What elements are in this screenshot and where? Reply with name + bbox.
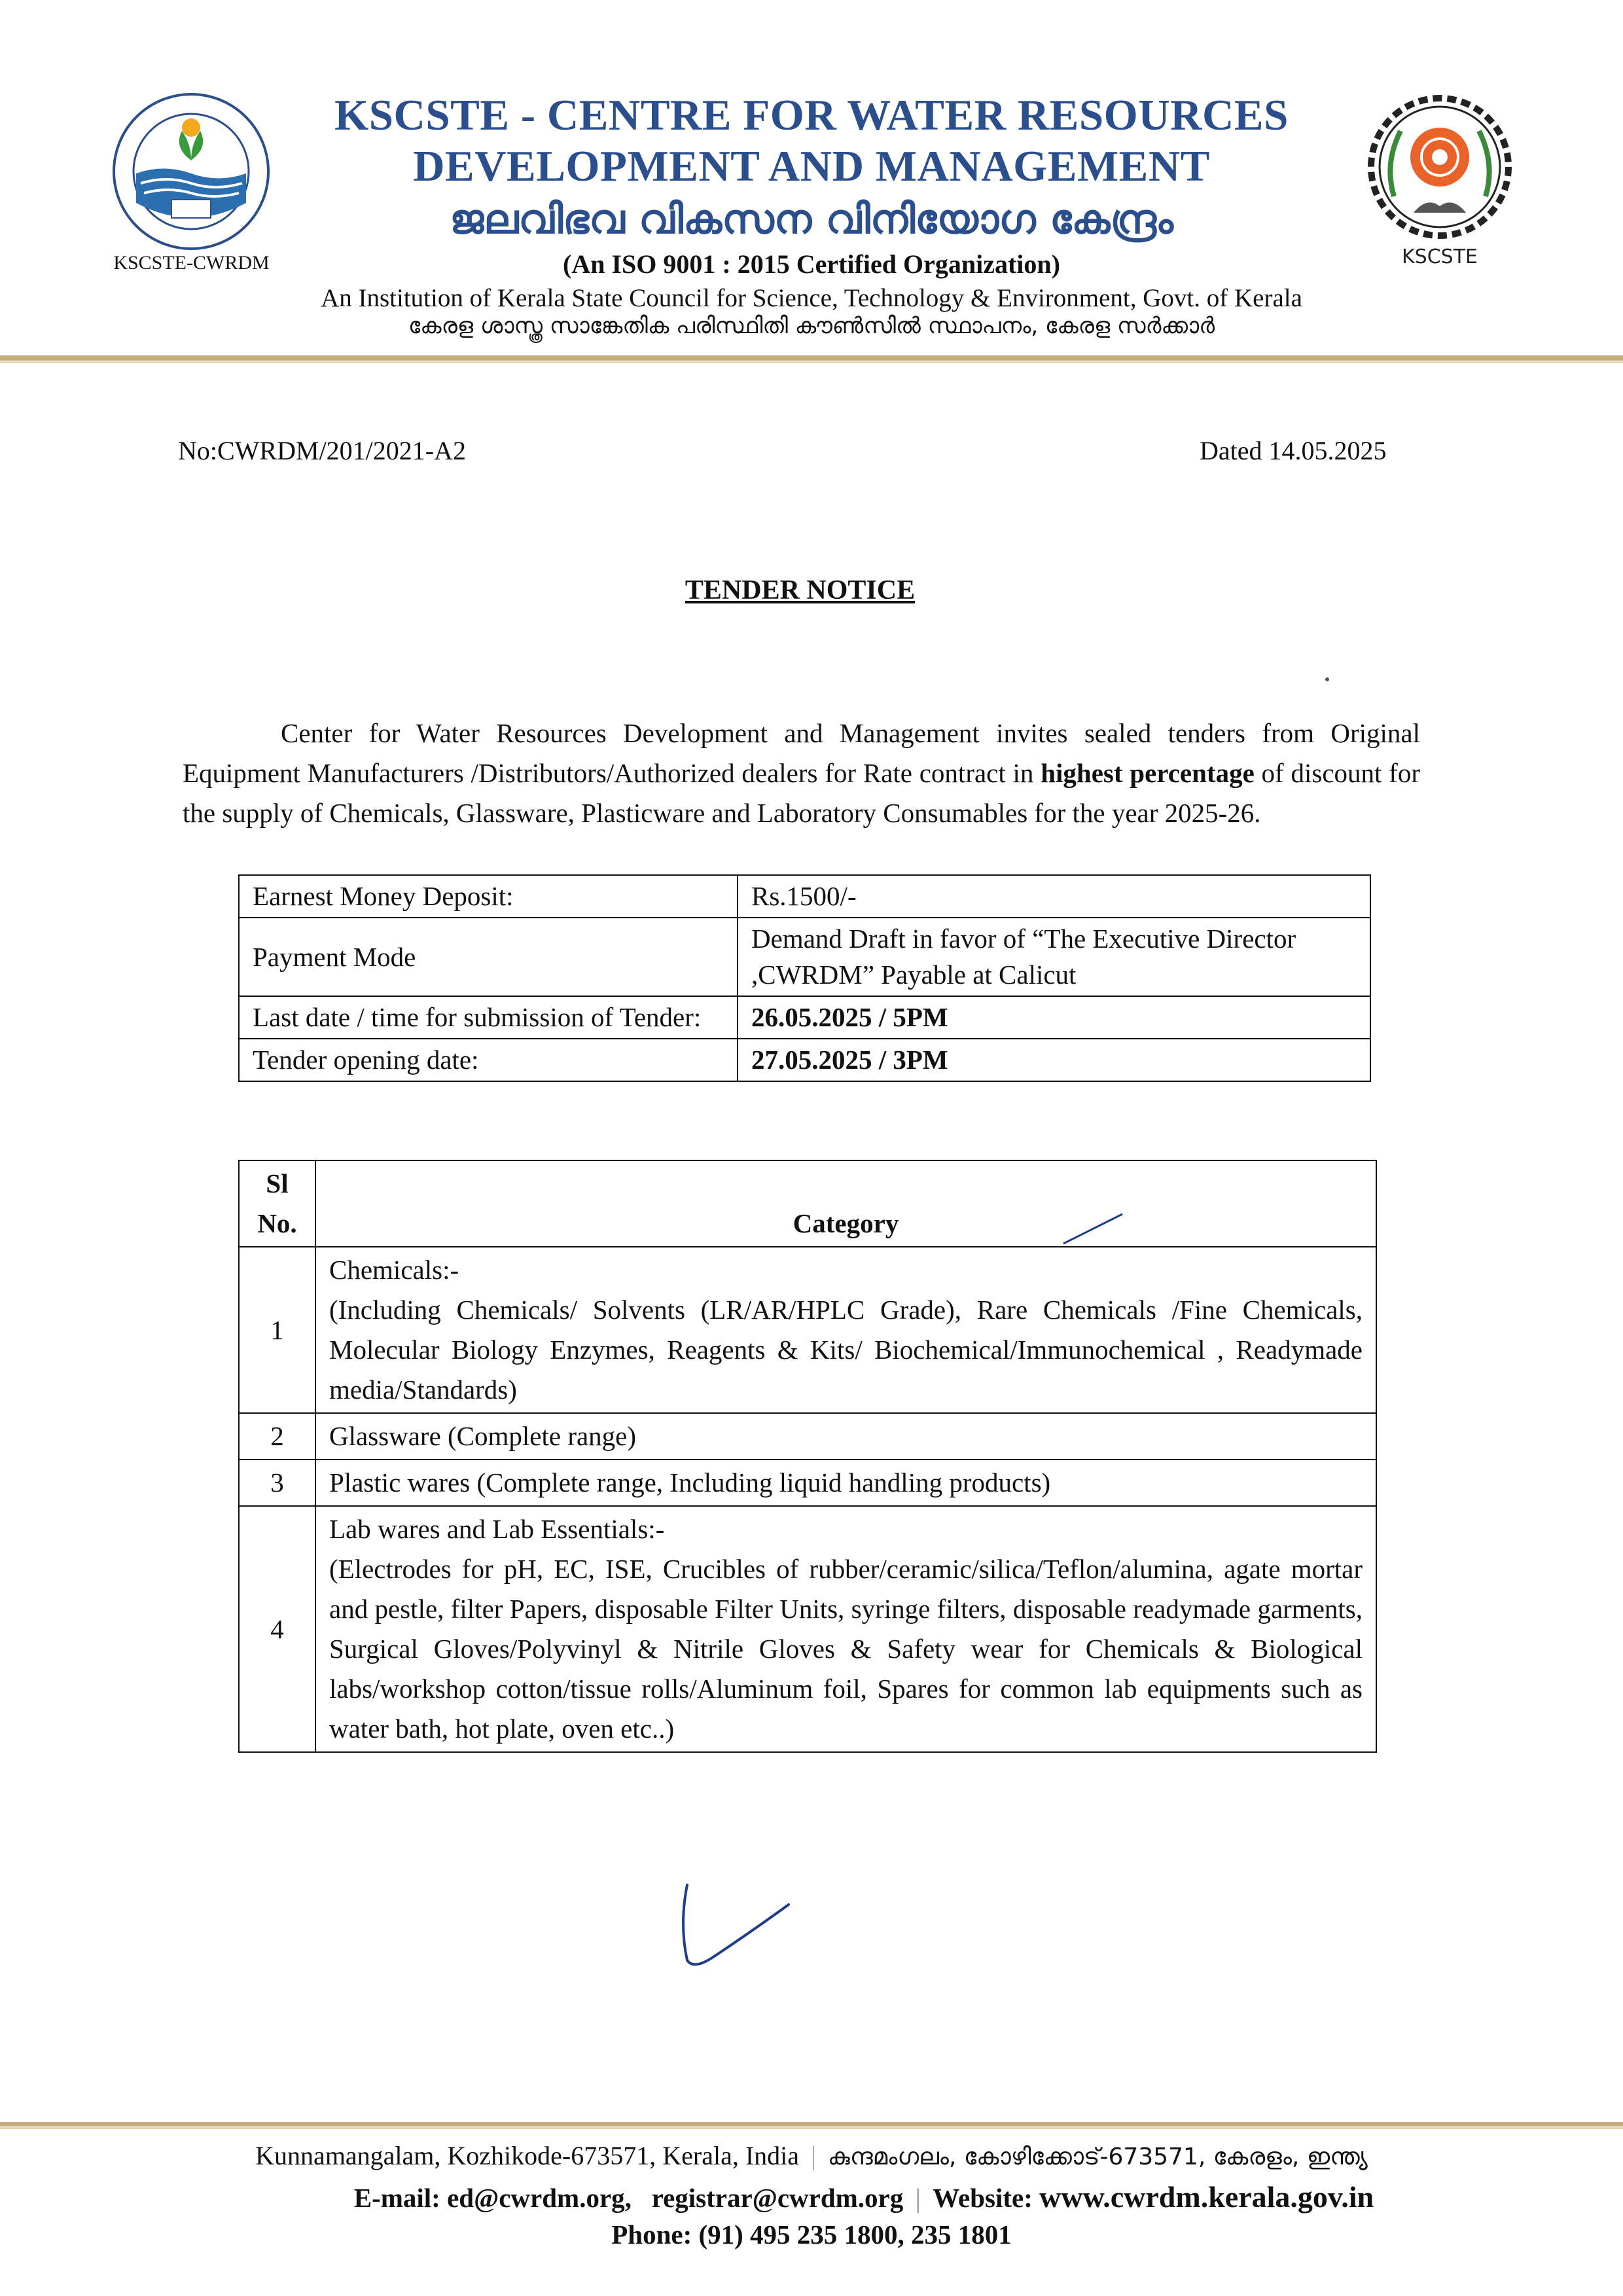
tender-details-table: [238, 874, 1371, 1082]
footer-address: Kunnamangalam, Kozhikode-673571, Kerala, India: [255, 2141, 800, 2170]
row-category: [315, 1247, 1376, 1413]
table-row: [239, 1506, 1376, 1752]
detail-value: Rs.1500/-: [738, 875, 1370, 918]
header-rule-light: [0, 361, 1623, 363]
left-logo-caption: KSCSTE-CWRDM: [113, 252, 270, 274]
org-title-malayalam: ജലവിഭവ വികസന വിനിയോഗ കേന്ദ്രം: [450, 195, 1173, 243]
detail-label: Earnest Money Deposit:: [239, 875, 738, 918]
table-row: [239, 996, 1370, 1039]
notice-title: TENDER NOTICE: [685, 575, 916, 605]
table-row: [239, 1460, 1376, 1506]
detail-value: 26.05.2025 / 5PM: [738, 996, 1370, 1039]
header-rule: [0, 355, 1623, 361]
footer-rule-light: [0, 2127, 1623, 2129]
table-row: [239, 875, 1370, 918]
table-header-row: [239, 1160, 1376, 1247]
separator: |: [915, 2183, 921, 2213]
row-sl: 2: [239, 1413, 315, 1460]
category-title: Lab wares and Lab Essentials:-: [329, 1514, 665, 1544]
intro-text-2: of discount for the supply of Chemicals, Glassware, Plasticware and Laboratory Consumables for the year 2025-26.: [183, 758, 1420, 828]
row-sl: 4: [239, 1506, 315, 1752]
svg-text:KSCSTE: KSCSTE: [1402, 245, 1478, 268]
row-category: [315, 1506, 1376, 1752]
row-sl: 1: [239, 1247, 315, 1413]
row-sl: 3: [239, 1460, 315, 1506]
cwrdm-logo: [111, 92, 272, 252]
table-row: [239, 1413, 1376, 1460]
category-description: (Electrodes for pH, EC, ISE, Crucibles of rubber/ceramic/silica/Teflon/alumina, agate mortar and pestle, filter Papers, disposable Filter Units, syringe filters, disposable readymade garments, Surgical Gloves/Polyvinyl & Nitrile Gloves & Safety wear for Chemicals & Biological labs/workshop cotton/tissue rolls/Aluminum foil, Spares for common lab equipments such as water bath, hot plate, oven etc..): [329, 1554, 1363, 1744]
kscste-logo: [1358, 92, 1522, 272]
phone-label: Phone:: [611, 2219, 692, 2250]
email-label: E-mail:: [353, 2183, 440, 2213]
org-title-line-2: DEVELOPMENT AND MANAGEMENT: [413, 142, 1210, 190]
row-category: [315, 1413, 1376, 1460]
category-title: Glassware (Complete range): [329, 1421, 637, 1451]
institution-line-malayalam: കേരള ശാസ്ത്ര സാങ്കേതിക പരിസ്ഥിതി കൗൺസിൽ സ്ഥാപനം, കേരള സർക്കാർ: [408, 313, 1215, 339]
signature-mark: [674, 1878, 818, 1977]
intro-paragraph: [183, 713, 1420, 833]
website-link[interactable]: www.cwrdm.kerala.gov.in: [1039, 2180, 1374, 2214]
table-row: [239, 1247, 1376, 1413]
separator: |: [811, 2141, 817, 2170]
footer-phone-line: [0, 2219, 1623, 2250]
category-title: Plastic wares (Complete range, Including liquid handling products): [329, 1467, 1051, 1498]
institution-line: An Institution of Kerala State Council for Science, Technology & Environment, Govt. of Kerala: [321, 284, 1302, 312]
row-category: [315, 1460, 1376, 1506]
email-ed[interactable]: ed@cwrdm.org,: [447, 2183, 632, 2213]
table-row: [239, 1039, 1370, 1081]
website-label: Website:: [933, 2183, 1033, 2213]
detail-value: Demand Draft in favor of “The Executive Director ,CWRDM” Payable at Calicut: [738, 918, 1370, 996]
detail-value: 27.05.2025 / 3PM: [738, 1039, 1370, 1081]
footer-contact-line: [0, 2179, 1623, 2214]
phone-number: (91) 495 235 1800, 235 1801: [698, 2219, 1012, 2250]
intro-text-1: Center for Water Resources Development and Management invites sealed tenders from Original Equipment Manufacturers /Distributors/Authorized dealers for Rate contract in: [183, 718, 1420, 788]
email-registrar[interactable]: registrar@cwrdm.org: [651, 2183, 904, 2213]
category-table: [238, 1160, 1377, 1753]
tick-mark: [1060, 1211, 1126, 1250]
detail-label: Payment Mode: [239, 918, 738, 996]
footer-rule: [0, 2122, 1623, 2126]
category-title: Chemicals:-: [329, 1255, 459, 1285]
iso-certification: (An ISO 9001 : 2015 Certified Organization): [563, 249, 1060, 279]
org-title-line-1: KSCSTE - CENTRE FOR WATER RESOURCES: [334, 91, 1289, 139]
detail-label: Last date / time for submission of Tender:: [239, 996, 738, 1039]
header-sl-no: Sl No.: [239, 1160, 315, 1247]
footer-address-malayalam: കുന്ദമംഗലം, കോഴിക്കോട്-673571, കേരളം, ഇന്ത്യ: [828, 2144, 1368, 2170]
intro-bold: highest percentage: [1041, 758, 1255, 788]
reference-number: No:CWRDM/201/2021-A2: [178, 436, 466, 465]
header-category: Category: [315, 1160, 1376, 1247]
table-row: [239, 918, 1370, 996]
footer-address-line: [0, 2140, 1623, 2171]
speck: [1325, 677, 1329, 681]
detail-label: Tender opening date:: [239, 1039, 738, 1081]
category-description: (Including Chemicals/ Solvents (LR/AR/HPLC Grade), Rare Chemicals /Fine Chemicals, Molecular Biology Enzymes, Reagents & Kits/ Biochemical/Immunochemical , Readymade media/Standards): [329, 1295, 1363, 1405]
reference-date: Dated 14.05.2025: [1200, 436, 1387, 465]
